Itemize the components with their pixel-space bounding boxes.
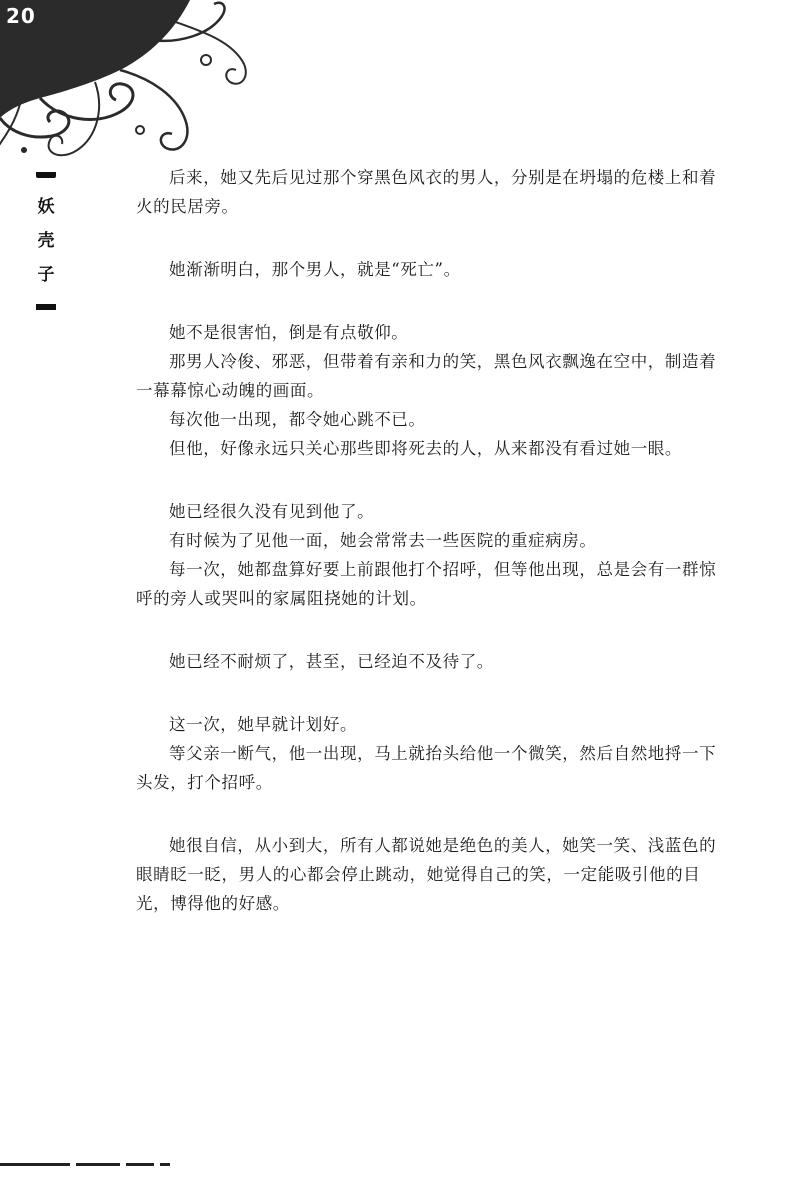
paragraph: 她很自信，从小到大，所有人都说她是绝色的美人，她笑一笑、浅蓝色的眼睛眨一眨，男人的心都会停止跳动，她觉得自己的笑，一定能吸引他的目光，博得他的好感。 [136,836,717,913]
title-bracket-bottom [36,304,56,310]
paragraph: 后来，她又先后见过那个穿黑色风衣的男人，分别是在坍塌的危楼上和着火的民居旁。 [136,168,717,216]
paragraph: 那男人冷俊、邪恶，但带着有亲和力的笑，黑色风衣飘逸在空中，制造着一幕幕惊心动魄的画面。 [136,352,717,400]
paragraph-gap [136,463,726,497]
paragraph-gap [136,797,726,831]
title-char: 妖 [37,197,55,217]
paragraph: 每次他一出现，都令她心跳不已。 [169,410,426,429]
title-bracket-top [36,172,56,178]
side-title [28,172,64,310]
paragraph: 这一次，她早就计划好。 [169,715,358,734]
paragraph: 但他，好像永远只关心那些即将死去的人，从来都没有看过她一眼。 [169,439,682,458]
title-chars [38,190,55,292]
paragraph-gap [136,284,726,318]
paragraph-gap [136,613,726,647]
paragraph-gap [136,221,726,255]
paragraph: 她不是很害怕，倒是有点敬仰。 [169,323,409,342]
paragraph: 她渐渐明白，那个男人，就是“死亡”。 [169,260,461,279]
swirl-ornament-icon [0,0,260,170]
paragraph-gap [136,676,726,710]
paragraph: 她已经很久没有见到他了。 [169,502,375,521]
page-number: 20 [6,4,36,28]
title-char: 壳 [37,231,55,251]
paragraph: 等父亲一断气，他一出现，马上就抬头给他一个微笑，然后自然地捋一下头发，打个招呼。 [136,744,717,792]
footer-rule [0,1163,180,1167]
title-char: 子 [37,265,55,285]
body-text [136,163,726,918]
paragraph: 有时候为了见他一面，她会常常去一些医院的重症病房。 [169,531,597,550]
paragraph: 她已经不耐烦了，甚至，已经迫不及待了。 [169,652,494,671]
paragraph: 每一次，她都盘算好要上前跟他打个招呼，但等他出现，总是会有一群惊呼的旁人或哭叫的家属阻挠她的计划。 [136,560,717,608]
